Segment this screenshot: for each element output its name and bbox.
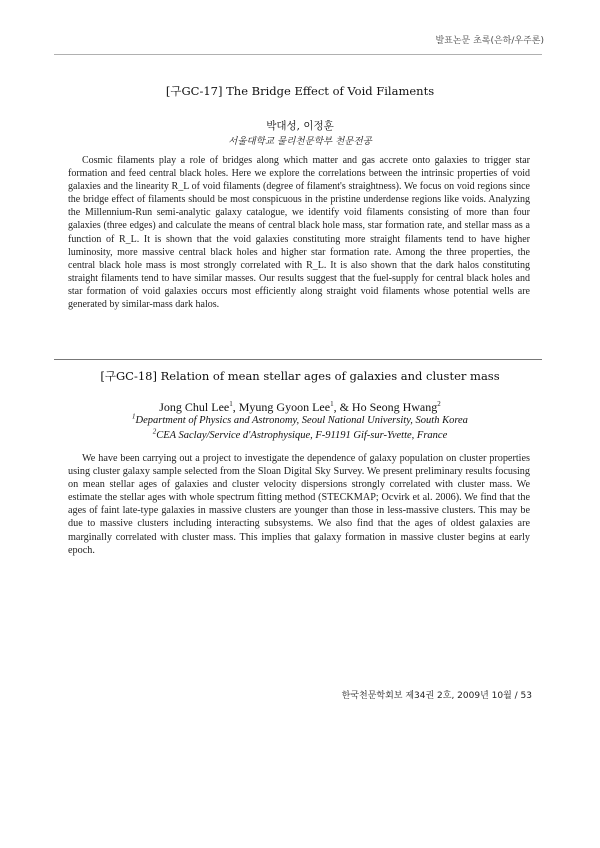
affiliation-text: Department of Physics and Astronomy, Seoul National University, South Korea (135, 415, 468, 426)
journal-footer: 한국천문학회보 제34권 2호, 2009년 10월 / 53 (341, 691, 532, 701)
affil-mark: 1 (132, 412, 136, 421)
paper2-authors (0, 400, 600, 415)
paper2-author-3-affil-mark: 2 (437, 400, 441, 408)
paper1-authors: 박대성, 이정훈 (266, 120, 334, 132)
affil-mark: 2 (152, 427, 157, 436)
author-separator: , (232, 400, 239, 414)
paper2-author-2: Myung Gyoon Lee (238, 400, 331, 414)
header-rule (54, 54, 542, 55)
paper2-abstract: We have been carrying out a project to investigate the dependence of galaxy population on cluster properties using cluster galaxy sample selected from the Sloan Digital Sky Survey. We present preliminary results focusing on mean stellar ages of galaxies and cluster velocity dispersions strongly correlated with cluster mass. We estimate the stellar ages with whole spectrum fitting method (STECKMAP; Ocvirk et al. 2006). We find that the ages of faint late-type galaxies in massive clusters are younger than those in less-massive clusters. This may be due to massive clusters including interacting subsystems. We also find that the ages of oldest galaxies are marginally correlated with cluster mass. This implies that galaxy formation in massive cluster begins at early epoch. (68, 453, 530, 556)
paper2-author-1: Jong Chul Lee (159, 400, 230, 414)
author-separator: , & (333, 400, 352, 414)
paper2-affiliation-2 (0, 427, 600, 441)
paper1-abstract: Cosmic filaments play a role of bridges along which matter and gas accrete onto galaxies to trigger star formation and feed central black holes. Here we explore the correlations between the intrinsic properties of void galaxies and the linearity R_L of void filaments (degree of filament's straightness). We focus on void regions since the bridge effect of filaments should be most conspicuous in the pristine underdense regions like voids. Analyzing the Millennium-Run semi-analytic galaxy catalogue, we identify void filaments consisting of more than four galaxies (three edges) and calculate the means of central black hole mass, star formation rate, and stellar mass as a function of R_L. It is shown that the void galaxies constituting more straight filaments tend to have higher luminosity, more massive central black holes and higher star formation rate. Among the three properties, the central black hole mass is most strongly correlated with R_L. It is also shown that the dark halos constituting straight filaments tend to have similar masses. Our results suggest that the fuel-supply for central black holes and star formation of void galaxies occurs most efficiently along straight void filaments whose potential wells are generated by similar-mass dark halos. (68, 155, 530, 311)
paper2-author-3: Ho Seong Hwang (351, 400, 438, 414)
paper2-author-1-affil-mark: 1 (229, 400, 233, 408)
affiliation-text: CEA Saclay/Service d'Astrophysique, F-91191 Gif-sur-Yvette, France (156, 430, 448, 441)
paper2-affiliation-1 (0, 412, 600, 426)
paper1-affiliation: 서울대학교 물리천문학부 천문전공 (228, 136, 372, 147)
section-header-label: 발표논문 초록(은하/우주론) (435, 36, 544, 46)
paper2-title: [구GC-18] Relation of mean stellar ages of galaxies and cluster mass (100, 369, 500, 383)
section-divider (54, 359, 542, 360)
paper2-author-2-affil-mark: 1 (330, 400, 334, 408)
paper1-title: [구GC-17] The Bridge Effect of Void Filaments (165, 84, 435, 98)
